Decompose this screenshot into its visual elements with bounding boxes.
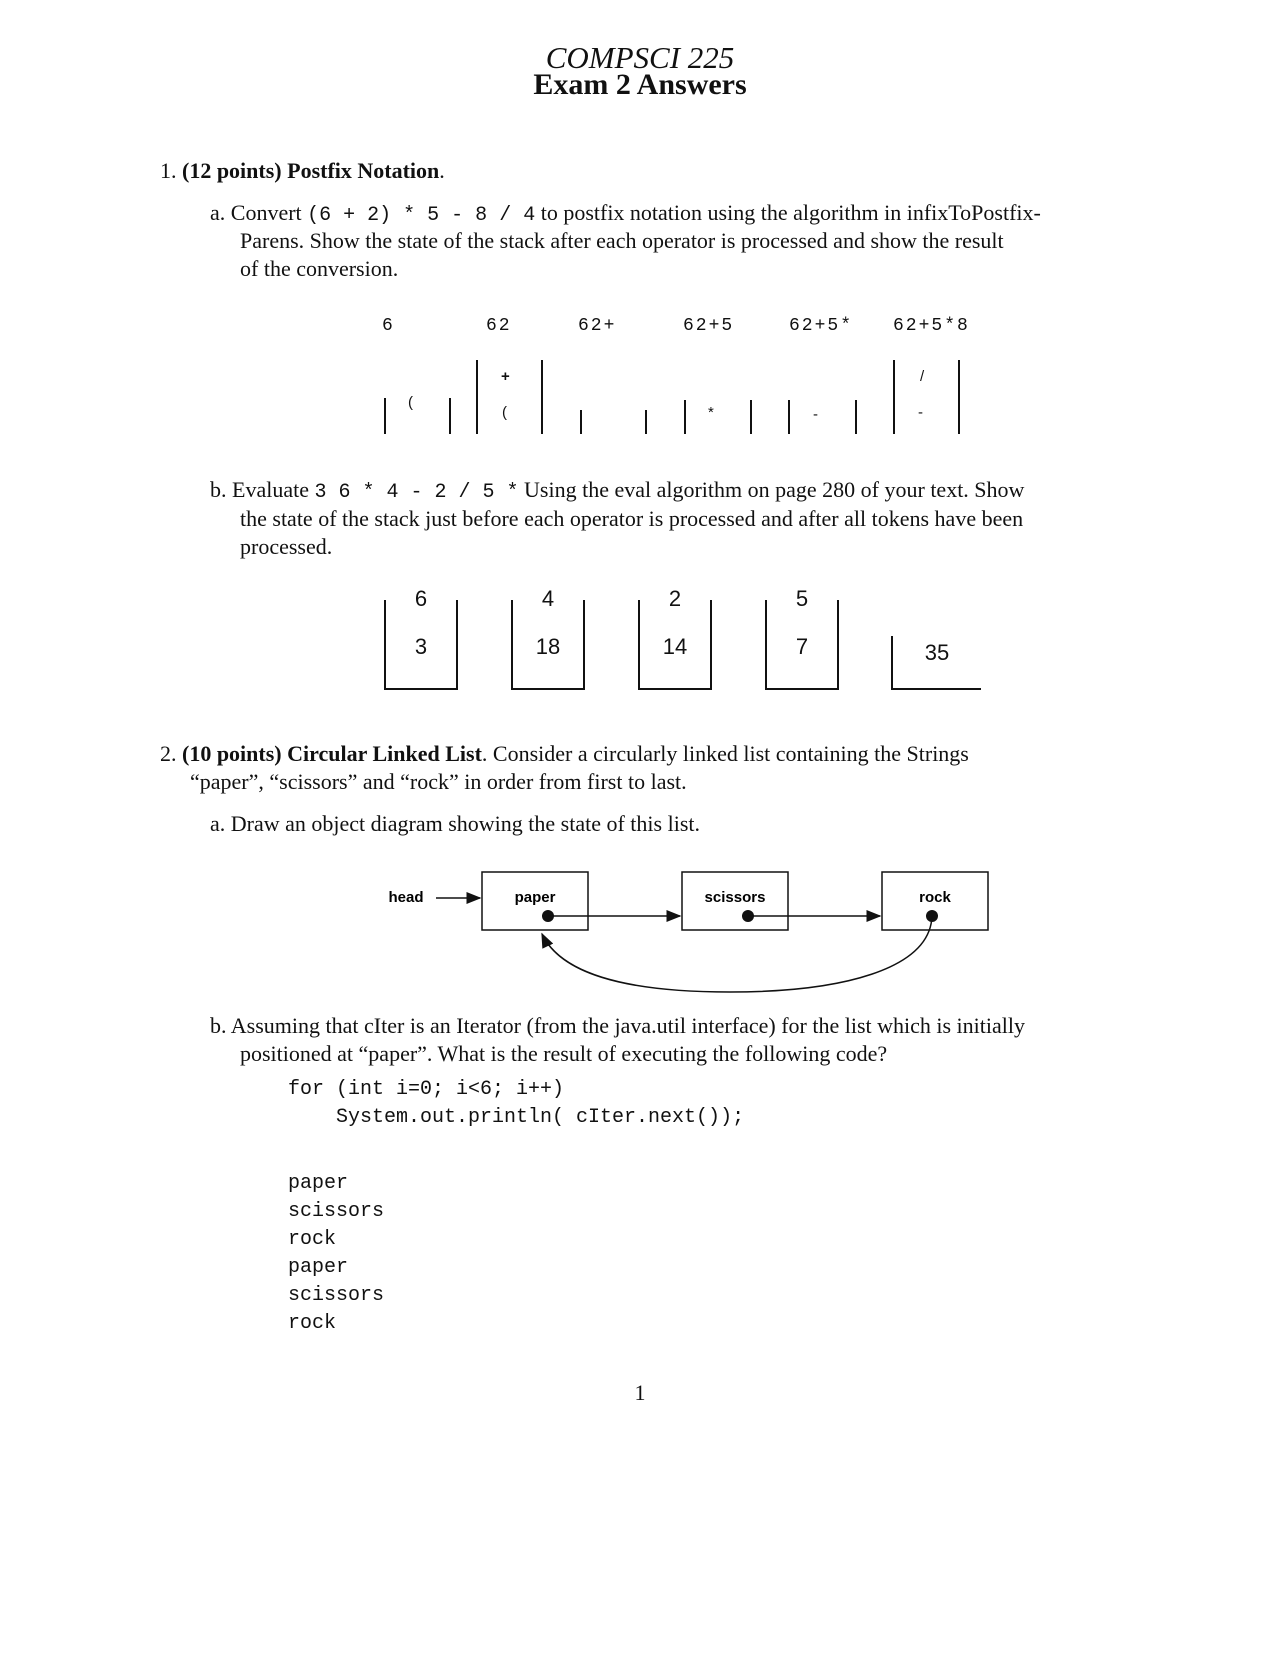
code-line: System.out.println( cIter.next()); [336,1106,745,1129]
question-2b-text: Assuming that cIter is an Iterator (from the java.util interface) for the list which is initially [230,1013,1025,1038]
question-1a-text: Convert [230,200,308,225]
exam-title: Exam 2 Answers [533,68,747,101]
circular-link-arrow [542,916,932,992]
head-label: head [388,889,424,906]
eval-stack [511,586,585,690]
question-2a-text: Draw an object diagram showing the state of this list. [230,811,700,836]
output-line: scissors [288,1284,385,1307]
question-2-topic: Circular Linked List [287,741,482,766]
eval-stack-top: 6 [414,586,428,611]
question-2-intro-line2: “paper”, “scissors” and “rock” in order from first to last. [190,769,687,794]
question-1b-label: b. [210,477,227,502]
node-label: paper [514,889,556,906]
question-1b [210,476,1130,507]
stack-wall [476,360,478,434]
eval-stack-top: 4 [541,586,555,611]
stack-wall [449,398,451,434]
output-line: scissors [288,1200,385,1223]
stack-symbol: ( [408,394,413,411]
stack-symbol: * [708,404,714,421]
question-2a-label: a. [210,811,226,836]
stack-symbol: + [501,368,510,385]
node-label: rock [919,889,951,906]
code-line: for (int i=0; i<6; i++) [288,1078,565,1101]
stack-symbol: / [920,368,925,385]
eval-stack [384,586,458,690]
question-1-points: (12 points) [182,158,282,183]
output-line: rock [288,1228,337,1251]
question-1a-line3: of the conversion. [240,256,399,281]
question-1b-text: Evaluate [232,477,315,502]
postfix-output: 62+ [578,316,617,336]
eval-stack-top: 2 [668,586,682,611]
output-line: rock [288,1312,337,1335]
stack-wall [541,360,543,434]
stack-wall [580,410,582,434]
question-1-number: 1. [160,158,177,183]
eval-stack [891,636,981,690]
question-2b-label: b. [210,1013,227,1038]
question-2-points: (10 points) [182,741,282,766]
eval-stack [638,586,712,690]
question-1a-line2: Parens. Show the state of the stack after each operator is processed and show the result [240,228,1004,253]
question-2-intro: . Consider a circularly linked list containing the Strings [481,741,969,766]
course-title: COMPSCI 225 [545,40,735,75]
stack-symbol: ( [502,404,507,421]
stack-wall [893,360,895,434]
eval-stack-bottom: 3 [414,634,428,659]
output-line: paper [288,1256,349,1279]
question-2-heading [160,740,1130,768]
postfix-output: 6 [382,316,395,336]
postfix-output: 62+5* [789,316,854,336]
output-line: paper [288,1172,349,1195]
question-1b-line3: processed. [240,534,333,559]
question-1b-text-cont: Using the eval algorithm on page 280 of your text. Show [518,477,1025,502]
eval-stack-bottom: 18 [535,634,561,659]
question-1a-label: a. [210,200,226,225]
eval-stack [765,586,839,690]
linked-list-diagram [0,860,1280,1000]
node-label: scissors [704,889,766,906]
question-1-heading: 1. (12 points) Postfix Notation. [160,158,445,183]
postfix-output: 62 [486,316,512,336]
stack-wall [384,398,386,434]
question-1-topic: Postfix Notation [287,158,440,183]
stack-symbol: - [813,406,818,423]
postfix-expression: 3 6 * 4 - 2 / 5 * [314,481,519,504]
page-number: 1 [634,1380,646,1405]
question-2b [210,1012,1130,1040]
stack-wall [684,400,686,434]
question-1a [210,199,1130,230]
infix-expression: (6 + 2) * 5 - 8 / 4 [307,204,536,227]
eval-stack-bottom: 7 [795,634,809,659]
stack-wall [855,400,857,434]
question-2b-line2: positioned at “paper”. What is the result of executing the following code? [240,1041,888,1066]
question-1b-line2: the state of the stack just before each operator is processed and after all tokens have been [240,506,1024,531]
eval-stack-bottom: 14 [662,634,688,659]
stack-wall [788,400,790,434]
postfix-output: 62+5*8 [893,316,970,336]
stack-wall [750,400,752,434]
question-2a [210,810,1130,838]
question-2-number: 2. [160,741,177,766]
eval-stack-top: 5 [795,586,809,611]
stack-wall [958,360,960,434]
postfix-output: 62+5 [683,316,735,336]
stack-wall [645,410,647,434]
eval-stack-bottom: 35 [924,640,950,665]
question-1a-text-cont: to postfix notation using the algorithm in infixToPostfix- [535,200,1041,225]
stack-symbol: - [918,404,923,421]
